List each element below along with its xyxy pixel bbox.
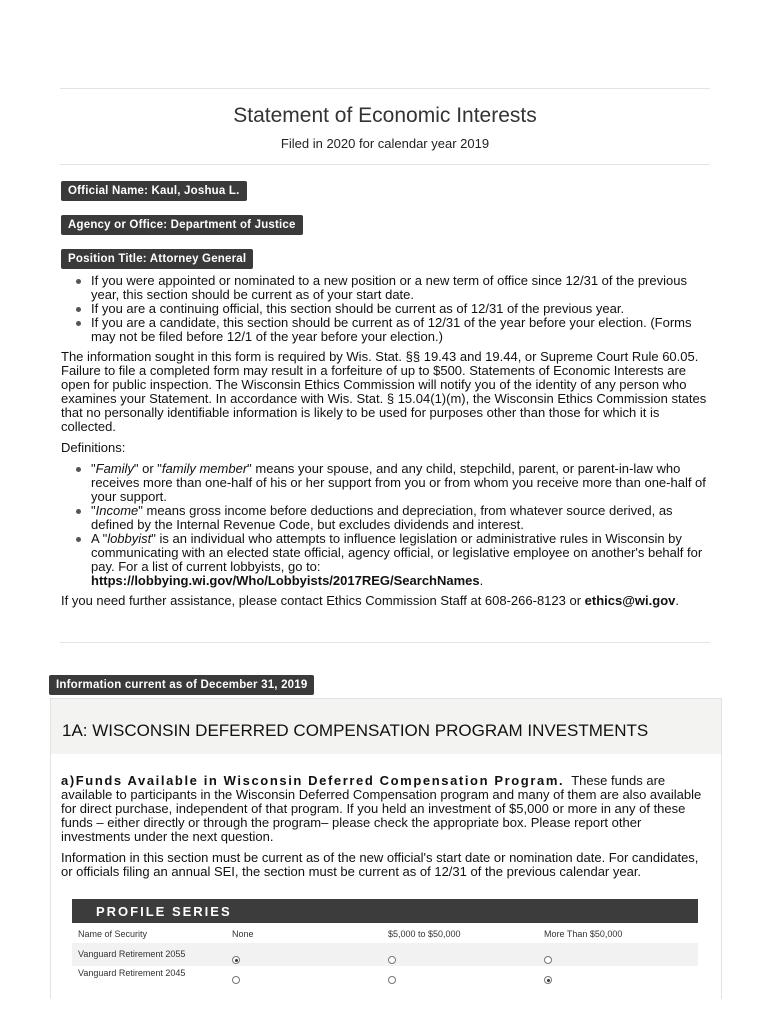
header-divider [60,164,710,165]
bullet-icon [76,537,81,542]
list-item [61,274,711,302]
list-item [61,302,711,316]
column-header: None [232,929,254,939]
table-header-row [72,923,698,943]
official-name-label: Official Name: Kaul, Joshua L. [61,181,247,201]
assistance-text: If you need further assistance, please contact Ethics Commission Staff at 608-266-8123 or [61,593,582,608]
quote-mark: " [91,461,96,476]
section-1a-para-b: Information in this section must be current as of the new official's start date or nomination date. For candidates, or officials filing an annual SEI, the section must be current as of 12/31 of the previous calendar year. [61,850,699,879]
column-header: More Than $50,000 [544,929,623,939]
bullet-icon [76,509,81,514]
info-paragraph: The information sought in this form is required by Wis. Stat. §§ 19.43 and 19.44, or Supreme Court Rule 60.05. Failure to file a completed form may result in a forfeiture of up to $500. Statements of Economic Interests are open for public inspection. The Wisconsin Ethics Commission will notify you of the identity of any person who examines your Statement. In accordance with Wis. Stat. § 15.04(1)(m), the Wisconsin Ethics Commission states that no personally identifiable information is likely to be used for purposes other than those for which it is collected. [61,349,707,434]
top-divider [60,88,710,89]
radio-none[interactable] [232,956,240,964]
section-1a-header [51,699,721,754]
term-family: Family [95,461,134,476]
radio-none[interactable] [232,976,240,984]
sentence-end: . [479,573,484,588]
table-row [72,966,698,988]
page-subtitle: Filed in 2020 for calendar year 2019 [280,136,490,151]
instruction-list [61,274,711,344]
profile-series-header [72,899,698,923]
security-name: Vanguard Retirement 2055 [78,949,186,959]
radio-over-50k[interactable] [544,956,552,964]
position-title-label: Position Title: Attorney General [61,249,253,269]
info-current-label: Information current as of December 31, 2019 [49,675,314,695]
section-1a-para-a [61,774,711,844]
definition-lobbyist [61,532,711,588]
profile-series-title: PROFILE SERIES [96,904,232,919]
definition-text: " is an individual who attempts to influence legislation or administrative rules in Wisconsin by communicating with an elected state official, agency official, or legislative employee on another's behalf for pay. For a list of current lobbyists, go to: [91,531,703,574]
security-name: Vanguard Retirement 2045 [78,968,186,978]
term-family-member: family member [161,461,248,476]
definition-family [61,462,711,504]
instruction-text: If you are a candidate, this section should be current as of 12/31 of the year before your election. (Forms may not be filed before 12/1 of the year before your election.) [91,315,692,344]
term-lobbyist: lobbyist [107,531,152,546]
instruction-text: If you were appointed or nominated to a new position or a new term of office since 12/31 of the previous year, this section should be current as of your start date. [91,273,687,302]
radio-over-50k[interactable] [544,976,552,984]
lobbyist-search-link[interactable]: https://lobbying.wi.gov/Who/Lobbyists/2017REG/SearchNames [91,573,480,588]
definition-text: " means your spouse, and any child, stepchild, parent, or parent-in-law who receives more than one-half of his or her support from you or from whom you receive more than one-half of your support. [91,461,706,504]
term-separator: " or " [133,461,162,476]
para-a-text: These funds are available to participants in the Wisconsin Deferred Compensation program and many of them are also available for direct purchase, independent of that program. If you held an investment of $5,000 or more in any of these funds – either directly or through the program– please check the appropriate box. Please report other investments under the next question. [61,773,702,844]
agency-label: Agency or Office: Department of Justice [61,215,303,235]
list-item [61,316,711,344]
instruction-text: If you are a continuing official, this section should be current as of 12/31 of the previous year. [91,301,625,316]
page-title: Statement of Economic Interests [233,104,537,127]
definition-text: " means gross income before deductions and depreciation, from whatever source derived, as defined by the Internal Revenue Code, but excludes dividends and interest. [91,503,673,532]
quote-mark: " [91,503,96,518]
radio-5k-to-50k[interactable] [388,956,396,964]
section-divider [60,642,710,643]
bullet-icon [76,467,81,472]
term-income: Income [95,503,139,518]
sentence-end: . [675,593,679,608]
column-header: Name of Security [78,929,148,939]
profile-series-table [72,899,698,1024]
bullet-icon [76,321,81,326]
radio-5k-to-50k[interactable] [388,976,396,984]
assistance-paragraph [61,594,711,608]
definition-income [61,504,711,532]
definitions-label: Definitions: [61,440,126,455]
bullet-icon [76,307,81,312]
bullet-icon [76,279,81,284]
definitions-list [61,462,711,588]
para-a-heading: a)Funds Available in Wisconsin Deferred Compensation Program. [61,773,565,788]
table-row [72,943,698,966]
ethics-email-link[interactable]: ethics@wi.gov [584,593,676,608]
quote-mark: A " [91,531,108,546]
column-header: $5,000 to $50,000 [388,929,461,939]
section-1a-title: 1A: WISCONSIN DEFERRED COMPENSATION PROGRAM INVESTMENTS [62,721,649,740]
